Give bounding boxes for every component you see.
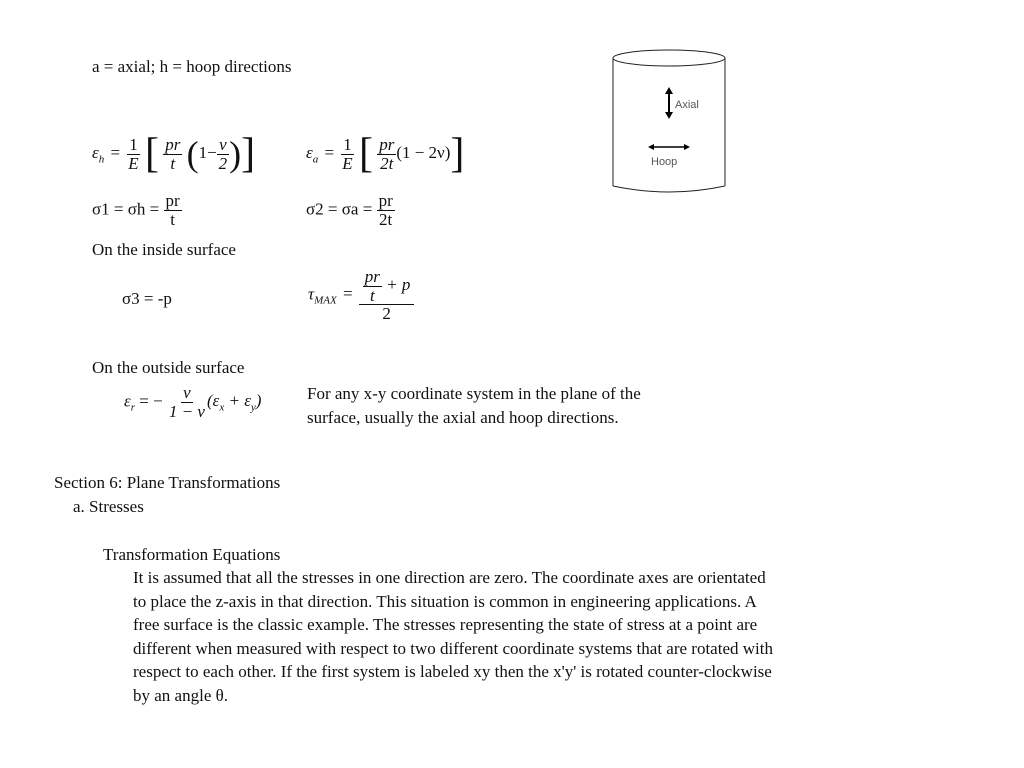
section-title: Section 6: Plane Transformations bbox=[54, 473, 281, 492]
eps-h-nu-den: 2 bbox=[218, 153, 228, 173]
eps-r-close: ) bbox=[255, 391, 262, 411]
tau-symbol: τ bbox=[308, 284, 315, 304]
eps-h-coef-den: E bbox=[128, 153, 139, 173]
eps-a-coef-den: E bbox=[342, 153, 353, 173]
inside-surface-label: On the inside surface bbox=[92, 240, 236, 259]
subsection-title: a. Stresses bbox=[73, 497, 144, 516]
sigma1-den: t bbox=[170, 209, 175, 229]
sigma2-num: pr bbox=[378, 191, 393, 210]
eps-r-paren: (ε bbox=[206, 391, 220, 411]
eps-r-plus: + ε bbox=[224, 391, 251, 411]
hoop-label: Hoop bbox=[651, 156, 678, 168]
eps-a-tail: (1 − 2ν) bbox=[396, 142, 451, 162]
tau-inner-num: pr bbox=[364, 267, 380, 286]
sigma3-equation: σ3 = -p bbox=[122, 289, 172, 308]
hoop-arrow-icon bbox=[648, 144, 690, 150]
eps-a-coef-num: 1 bbox=[343, 134, 352, 154]
sigma1-lhs: σ1 = σh = bbox=[92, 199, 160, 219]
directions-legend: a = axial; h = hoop directions bbox=[92, 57, 292, 76]
eps-h-coef-num: 1 bbox=[129, 134, 138, 154]
eps-r-y-sub: y bbox=[250, 401, 256, 414]
sigma1-equation bbox=[92, 192, 182, 229]
eps-a-frac-num: pr bbox=[379, 134, 395, 154]
subheading: Transformation Equations bbox=[103, 545, 281, 564]
tau-subscript: MAX bbox=[314, 294, 337, 307]
cylinder-diagram bbox=[608, 45, 732, 197]
eps-r-subscript: r bbox=[130, 401, 135, 414]
coordinate-note-line1: For any x-y coordinate system in the plane of the bbox=[307, 384, 641, 403]
body-paragraph: It is assumed that all the stresses in one direction are zero. The coordinate axes are orientated to place the z-axis in that direction. This situation is common in engineering applications. A free surface is the classic example. The stresses representing the state of stress at a point are different when measured with respect to two different coordinate systems that are rotated with respect to each other. If the first system is labeled xy then the x'y' is rotated counter-clockwise by an angle θ. bbox=[133, 568, 773, 705]
outside-surface-label: On the outside surface bbox=[92, 358, 245, 377]
sigma2-den: 2t bbox=[379, 209, 393, 229]
coordinate-note bbox=[307, 382, 641, 430]
eps-h-one: 1 bbox=[198, 142, 208, 162]
eps-h-frac-num: pr bbox=[165, 134, 181, 154]
eps-h-minus: − bbox=[207, 142, 217, 162]
cylinder-bottom-arc bbox=[613, 186, 725, 192]
cylinder-top-ellipse bbox=[613, 50, 725, 66]
eps-r-x-sub: x bbox=[219, 401, 225, 414]
eps-h-subscript: h bbox=[98, 153, 105, 166]
eps-r-num: ν bbox=[183, 383, 191, 402]
eps-a-subscript: a bbox=[312, 153, 319, 166]
eps-h-equation: $\varepsilon_h$ = $\frac{1}{E}$ [ $\frac{pr}{t}$ (1− $\frac{\nu}{2}$ )] bbox=[92, 131, 256, 177]
eps-a-frac-den: 2t bbox=[380, 153, 394, 173]
eps-a-equation: $\varepsilon_a$ = $\frac{1}{E}$ [ $\frac{pr}{2t}$ (1 − 2ν)] bbox=[306, 131, 465, 177]
tau-inner-den: t bbox=[369, 285, 375, 305]
eps-h-symbol: ε bbox=[92, 142, 99, 162]
eps-h-nu-num: ν bbox=[219, 134, 227, 154]
coordinate-note-line2: surface, usually the axial and hoop directions. bbox=[307, 408, 619, 427]
eps-r-equation bbox=[124, 384, 261, 421]
tau-den: 2 bbox=[382, 303, 391, 323]
eps-r-symbol: ε bbox=[124, 391, 131, 411]
sigma2-lhs: σ2 = σa = bbox=[306, 199, 373, 219]
eps-r-eq: = − bbox=[139, 391, 163, 411]
sigma1-num: pr bbox=[165, 191, 180, 210]
tau-max-equation: $\tau_{MAX}$ = $\frac{pr}{t}$ + p 2 bbox=[308, 268, 414, 323]
eps-a-symbol: ε bbox=[306, 142, 313, 162]
axial-label: Axial bbox=[675, 99, 699, 111]
eps-h-frac-den: t bbox=[170, 153, 176, 173]
axial-arrow-icon bbox=[665, 87, 673, 119]
eps-r-den: 1 − ν bbox=[168, 401, 205, 421]
sigma2-equation bbox=[306, 192, 395, 229]
tau-plus-p: + p bbox=[386, 274, 411, 294]
